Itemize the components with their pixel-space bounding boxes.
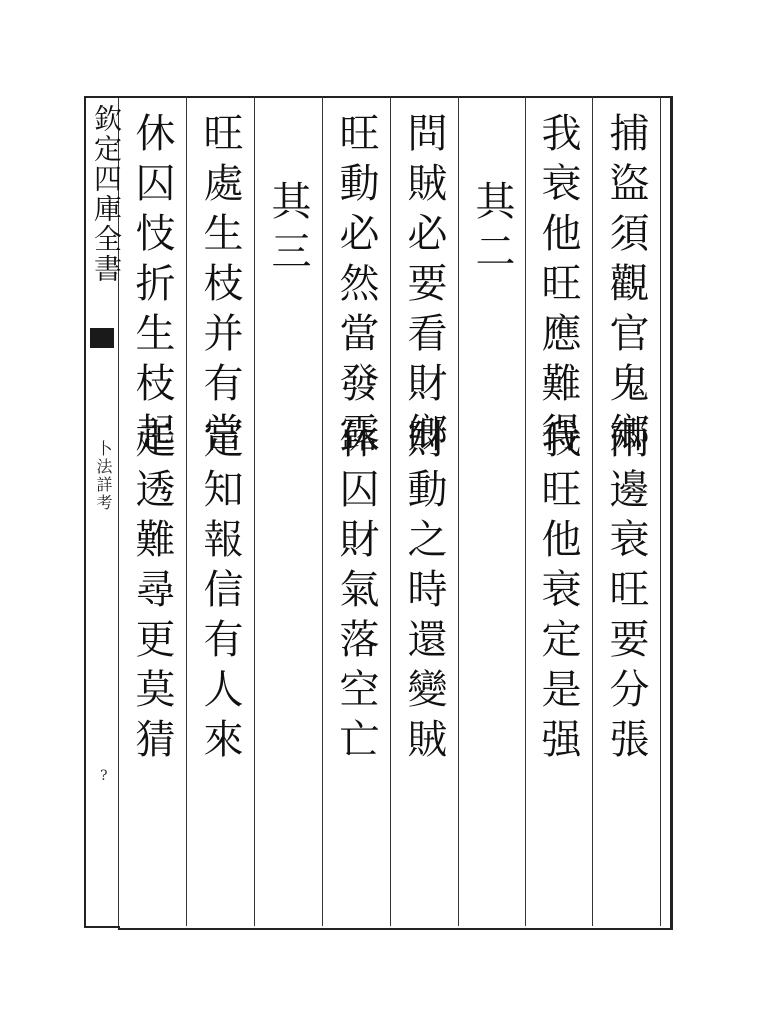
margin-bottom-line (84, 926, 120, 928)
verse-line: 旺動必然當發露 (333, 112, 379, 462)
section-title: 卜法詳考 (94, 440, 113, 512)
column-divider (322, 96, 323, 926)
book-title: 欽定四庫全書 (90, 104, 123, 284)
verse-line: 兩邊衰旺要分張 (603, 418, 649, 768)
verse-line: 休囚忮折生枝起 (129, 112, 175, 462)
verse-line: 我旺他衰定是强 (535, 418, 581, 768)
verse-line: 我衰他旺應難得 (535, 112, 581, 462)
column-divider (390, 96, 391, 926)
column-divider (458, 96, 459, 926)
section-heading: 其二 (469, 180, 515, 280)
section-heading: 其三 (265, 180, 311, 280)
column-divider (186, 96, 187, 926)
verse-line: 走透難尋更莫猜 (129, 418, 175, 768)
column-divider (592, 96, 593, 926)
verse-line: 定知報信有人來 (197, 418, 243, 768)
verse-line: 問賊必要看財鄉 (401, 112, 447, 462)
verse-line: 旺處生枝并有當 (197, 112, 243, 462)
column-divider (525, 96, 526, 926)
margin-ink-block (90, 328, 114, 348)
verse-line: 財動之時還變賊 (401, 418, 447, 768)
frame-inner-right-line (660, 96, 661, 926)
margin-top-line (84, 96, 120, 98)
verse-line: 休囚財氣落空亡 (333, 418, 379, 768)
column-divider (254, 96, 255, 926)
verse-line: 捕盜須觀官鬼鄉 (603, 112, 649, 462)
page-number: ? (100, 768, 108, 784)
